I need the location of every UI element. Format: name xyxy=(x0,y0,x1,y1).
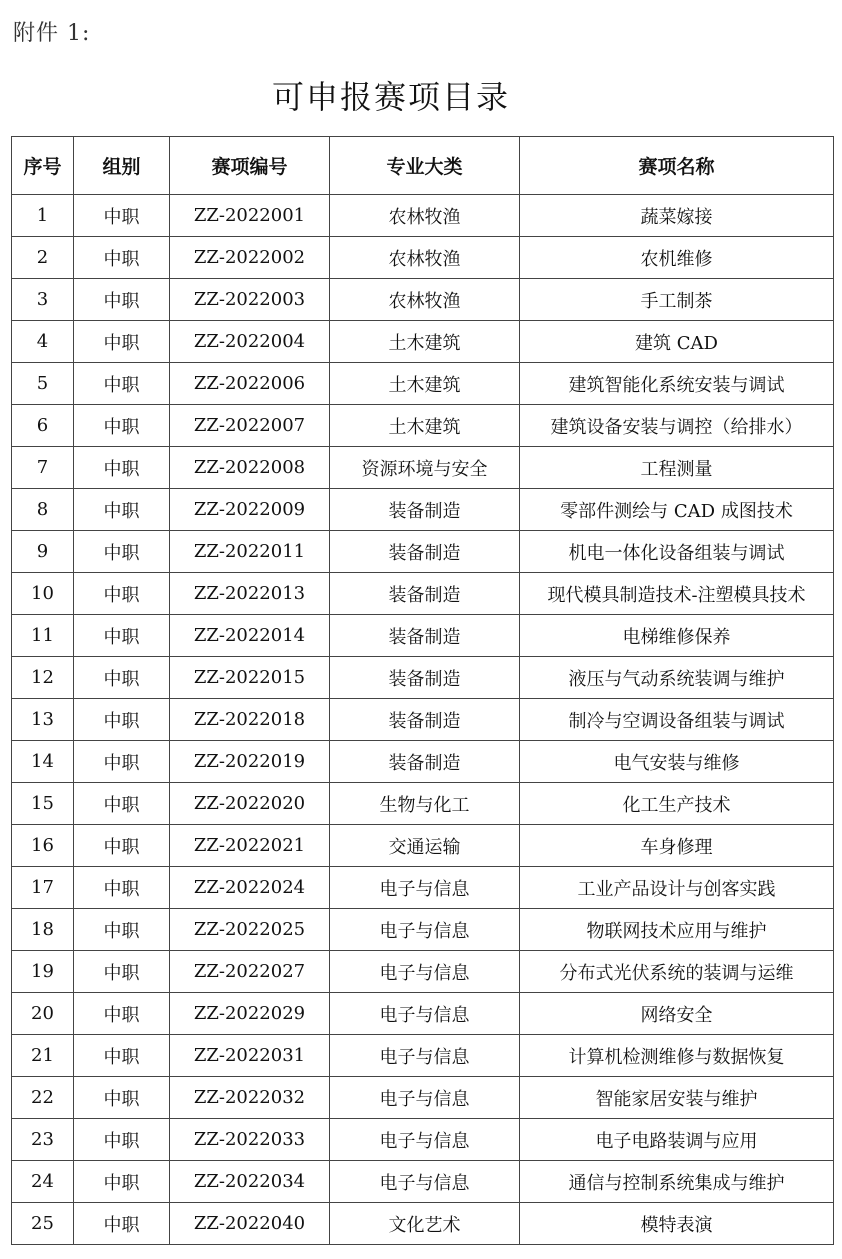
cell-event-name: 农机维修 xyxy=(520,237,834,279)
cell-group: 中职 xyxy=(74,699,170,741)
cell-group: 中职 xyxy=(74,783,170,825)
table-row xyxy=(12,951,834,993)
cell-group: 中职 xyxy=(74,489,170,531)
table-row xyxy=(12,321,834,363)
cell-event-code: ZZ-2022029 xyxy=(170,993,330,1035)
cell-major-category: 装备制造 xyxy=(330,489,520,531)
table-row xyxy=(12,741,834,783)
cell-event-name: 建筑 CAD xyxy=(520,321,834,363)
cell-event-name: 液压与气动系统装调与维护 xyxy=(520,657,834,699)
cell-event-code: ZZ-2022011 xyxy=(170,531,330,573)
cell-serial-number: 12 xyxy=(12,657,74,699)
table-row xyxy=(12,489,834,531)
cell-major-category: 电子与信息 xyxy=(330,951,520,993)
header-event-code: 赛项编号 xyxy=(170,137,330,195)
cell-major-category: 土木建筑 xyxy=(330,321,520,363)
cell-serial-number: 25 xyxy=(12,1203,74,1245)
cell-event-name: 车身修理 xyxy=(520,825,834,867)
cell-group: 中职 xyxy=(74,1161,170,1203)
cell-event-name: 建筑设备安装与调控（给排水） xyxy=(520,405,834,447)
cell-group: 中职 xyxy=(74,573,170,615)
cell-serial-number: 15 xyxy=(12,783,74,825)
table-row xyxy=(12,1119,834,1161)
cell-serial-number: 2 xyxy=(12,237,74,279)
cell-serial-number: 23 xyxy=(12,1119,74,1161)
cell-event-code: ZZ-2022033 xyxy=(170,1119,330,1161)
competition-catalog-table xyxy=(11,136,834,1245)
cell-major-category: 装备制造 xyxy=(330,657,520,699)
cell-major-category: 农林牧渔 xyxy=(330,279,520,321)
page-title: 可申报赛项目录 xyxy=(271,78,510,116)
cell-group: 中职 xyxy=(74,405,170,447)
cell-event-code: ZZ-2022008 xyxy=(170,447,330,489)
cell-group: 中职 xyxy=(74,615,170,657)
cell-group: 中职 xyxy=(74,1035,170,1077)
cell-major-category: 装备制造 xyxy=(330,615,520,657)
cell-major-category: 电子与信息 xyxy=(330,993,520,1035)
cell-major-category: 装备制造 xyxy=(330,573,520,615)
header-event-name: 赛项名称 xyxy=(520,137,834,195)
cell-event-code: ZZ-2022006 xyxy=(170,363,330,405)
attachment-label: 附件 1: xyxy=(13,21,91,46)
cell-event-name: 手工制茶 xyxy=(520,279,834,321)
cell-major-category: 生物与化工 xyxy=(330,783,520,825)
cell-serial-number: 5 xyxy=(12,363,74,405)
cell-event-code: ZZ-2022034 xyxy=(170,1161,330,1203)
cell-serial-number: 19 xyxy=(12,951,74,993)
cell-event-name: 蔬菜嫁接 xyxy=(520,195,834,237)
cell-major-category: 文化艺术 xyxy=(330,1203,520,1245)
cell-serial-number: 9 xyxy=(12,531,74,573)
cell-event-code: ZZ-2022009 xyxy=(170,489,330,531)
cell-group: 中职 xyxy=(74,1203,170,1245)
cell-major-category: 电子与信息 xyxy=(330,867,520,909)
table-body xyxy=(12,195,834,1245)
cell-event-name: 电梯维修保养 xyxy=(520,615,834,657)
table-row xyxy=(12,405,834,447)
cell-major-category: 装备制造 xyxy=(330,531,520,573)
cell-event-name: 物联网技术应用与维护 xyxy=(520,909,834,951)
table-row xyxy=(12,993,834,1035)
cell-major-category: 电子与信息 xyxy=(330,1035,520,1077)
cell-group: 中职 xyxy=(74,321,170,363)
table-row xyxy=(12,1035,834,1077)
cell-event-code: ZZ-2022003 xyxy=(170,279,330,321)
cell-serial-number: 13 xyxy=(12,699,74,741)
cell-major-category: 交通运输 xyxy=(330,825,520,867)
cell-event-name: 化工生产技术 xyxy=(520,783,834,825)
cell-event-name: 计算机检测维修与数据恢复 xyxy=(520,1035,834,1077)
cell-event-name: 制冷与空调设备组装与调试 xyxy=(520,699,834,741)
table-header-row xyxy=(12,137,834,195)
cell-event-code: ZZ-2022031 xyxy=(170,1035,330,1077)
cell-event-name: 通信与控制系统集成与维护 xyxy=(520,1161,834,1203)
cell-event-code: ZZ-2022019 xyxy=(170,741,330,783)
cell-major-category: 电子与信息 xyxy=(330,1161,520,1203)
cell-serial-number: 1 xyxy=(12,195,74,237)
cell-group: 中职 xyxy=(74,1119,170,1161)
cell-event-code: ZZ-2022015 xyxy=(170,657,330,699)
cell-event-code: ZZ-2022040 xyxy=(170,1203,330,1245)
table-row xyxy=(12,699,834,741)
cell-event-name: 工程测量 xyxy=(520,447,834,489)
cell-group: 中职 xyxy=(74,237,170,279)
cell-event-name: 网络安全 xyxy=(520,993,834,1035)
table-row xyxy=(12,363,834,405)
cell-event-code: ZZ-2022002 xyxy=(170,237,330,279)
table-row xyxy=(12,657,834,699)
cell-event-code: ZZ-2022014 xyxy=(170,615,330,657)
cell-group: 中职 xyxy=(74,279,170,321)
cell-event-name: 零部件测绘与 CAD 成图技术 xyxy=(520,489,834,531)
cell-event-code: ZZ-2022013 xyxy=(170,573,330,615)
cell-event-code: ZZ-2022018 xyxy=(170,699,330,741)
cell-serial-number: 8 xyxy=(12,489,74,531)
table-row xyxy=(12,531,834,573)
cell-serial-number: 16 xyxy=(12,825,74,867)
cell-serial-number: 22 xyxy=(12,1077,74,1119)
cell-serial-number: 20 xyxy=(12,993,74,1035)
cell-event-name: 建筑智能化系统安装与调试 xyxy=(520,363,834,405)
table-row xyxy=(12,867,834,909)
cell-serial-number: 18 xyxy=(12,909,74,951)
cell-event-code: ZZ-2022027 xyxy=(170,951,330,993)
cell-serial-number: 17 xyxy=(12,867,74,909)
table-row xyxy=(12,783,834,825)
cell-group: 中职 xyxy=(74,447,170,489)
header-serial-number: 序号 xyxy=(12,137,74,195)
table-row xyxy=(12,195,834,237)
cell-event-code: ZZ-2022032 xyxy=(170,1077,330,1119)
cell-serial-number: 24 xyxy=(12,1161,74,1203)
cell-group: 中职 xyxy=(74,741,170,783)
cell-major-category: 装备制造 xyxy=(330,741,520,783)
cell-event-name: 工业产品设计与创客实践 xyxy=(520,867,834,909)
table-row xyxy=(12,447,834,489)
header-major-category: 专业大类 xyxy=(330,137,520,195)
cell-event-code: ZZ-2022025 xyxy=(170,909,330,951)
cell-serial-number: 21 xyxy=(12,1035,74,1077)
table-row xyxy=(12,279,834,321)
cell-group: 中职 xyxy=(74,1077,170,1119)
cell-event-code: ZZ-2022024 xyxy=(170,867,330,909)
table-row xyxy=(12,1077,834,1119)
table-row xyxy=(12,615,834,657)
cell-event-code: ZZ-2022007 xyxy=(170,405,330,447)
table-row xyxy=(12,573,834,615)
cell-event-name: 模特表演 xyxy=(520,1203,834,1245)
cell-major-category: 资源环境与安全 xyxy=(330,447,520,489)
table-row xyxy=(12,237,834,279)
cell-major-category: 农林牧渔 xyxy=(330,195,520,237)
cell-major-category: 电子与信息 xyxy=(330,1119,520,1161)
cell-group: 中职 xyxy=(74,993,170,1035)
cell-group: 中职 xyxy=(74,657,170,699)
cell-group: 中职 xyxy=(74,195,170,237)
cell-event-code: ZZ-2022021 xyxy=(170,825,330,867)
cell-group: 中职 xyxy=(74,867,170,909)
table-row xyxy=(12,1161,834,1203)
cell-event-name: 分布式光伏系统的装调与运维 xyxy=(520,951,834,993)
cell-event-name: 现代模具制造技术-注塑模具技术 xyxy=(520,573,834,615)
cell-serial-number: 3 xyxy=(12,279,74,321)
cell-event-name: 机电一体化设备组装与调试 xyxy=(520,531,834,573)
cell-event-name: 智能家居安装与维护 xyxy=(520,1077,834,1119)
cell-group: 中职 xyxy=(74,363,170,405)
cell-group: 中职 xyxy=(74,531,170,573)
cell-event-name: 电子电路装调与应用 xyxy=(520,1119,834,1161)
cell-major-category: 电子与信息 xyxy=(330,909,520,951)
cell-serial-number: 10 xyxy=(12,573,74,615)
cell-event-code: ZZ-2022020 xyxy=(170,783,330,825)
table-row xyxy=(12,1203,834,1245)
cell-group: 中职 xyxy=(74,825,170,867)
cell-serial-number: 11 xyxy=(12,615,74,657)
cell-major-category: 装备制造 xyxy=(330,699,520,741)
cell-event-code: ZZ-2022004 xyxy=(170,321,330,363)
cell-serial-number: 7 xyxy=(12,447,74,489)
cell-event-name: 电气安装与维修 xyxy=(520,741,834,783)
cell-major-category: 电子与信息 xyxy=(330,1077,520,1119)
table-row xyxy=(12,909,834,951)
cell-group: 中职 xyxy=(74,951,170,993)
cell-serial-number: 6 xyxy=(12,405,74,447)
cell-major-category: 土木建筑 xyxy=(330,405,520,447)
header-group: 组别 xyxy=(74,137,170,195)
cell-serial-number: 4 xyxy=(12,321,74,363)
cell-event-code: ZZ-2022001 xyxy=(170,195,330,237)
table-row xyxy=(12,825,834,867)
cell-major-category: 农林牧渔 xyxy=(330,237,520,279)
cell-group: 中职 xyxy=(74,909,170,951)
cell-serial-number: 14 xyxy=(12,741,74,783)
cell-major-category: 土木建筑 xyxy=(330,363,520,405)
